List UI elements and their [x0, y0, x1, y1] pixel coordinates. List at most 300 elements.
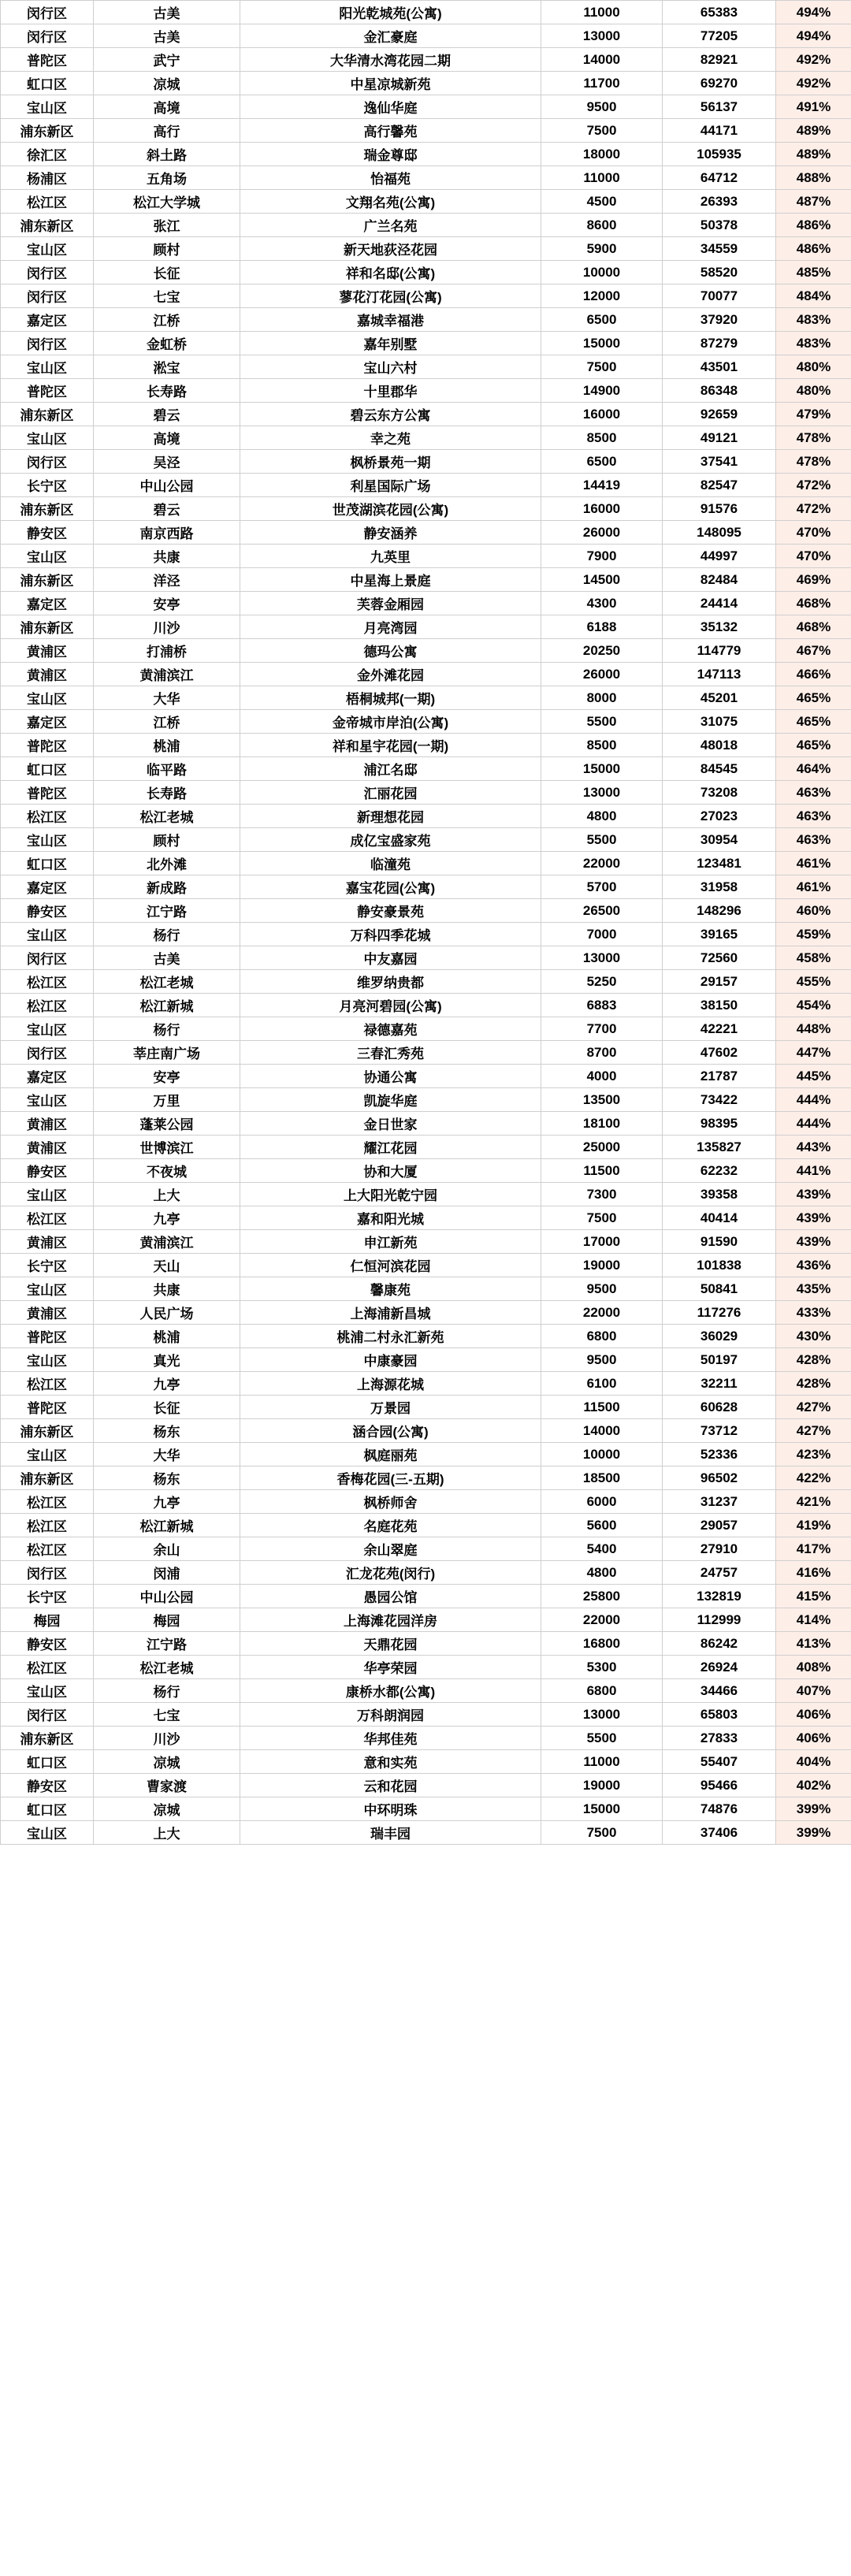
cell-area: 蓬莱公园	[94, 1112, 240, 1136]
cell-area: 张江	[94, 214, 240, 237]
cell-name: 祥和名邸(公寓)	[240, 261, 541, 284]
cell-price: 11500	[541, 1396, 663, 1419]
cell-total: 82547	[663, 474, 776, 497]
table-row	[1, 615, 851, 639]
cell-price: 8500	[541, 734, 663, 757]
cell-name: 名庭花苑	[240, 1514, 541, 1537]
cell-price: 5400	[541, 1537, 663, 1561]
cell-district: 松江区	[1, 1537, 94, 1561]
cell-area: 新成路	[94, 875, 240, 899]
cell-total: 147113	[663, 663, 776, 686]
cell-name: 桃浦二村永汇新苑	[240, 1325, 541, 1348]
table-row	[1, 1797, 851, 1821]
cell-area: 万里	[94, 1088, 240, 1112]
cell-name: 涵合园(公寓)	[240, 1419, 541, 1443]
table-row	[1, 1, 851, 24]
cell-name: 三春汇秀苑	[240, 1041, 541, 1065]
cell-price: 14419	[541, 474, 663, 497]
table-row	[1, 1490, 851, 1514]
cell-district: 宝山区	[1, 828, 94, 852]
cell-name: 怡福苑	[240, 166, 541, 190]
cell-pct: 461%	[776, 875, 851, 899]
cell-pct: 494%	[776, 1, 851, 24]
cell-area: 长寿路	[94, 781, 240, 805]
cell-name: 浦江名邸	[240, 757, 541, 781]
cell-total: 31958	[663, 875, 776, 899]
cell-total: 73422	[663, 1088, 776, 1112]
cell-total: 56137	[663, 95, 776, 119]
cell-pct: 472%	[776, 474, 851, 497]
cell-name: 月亮湾园	[240, 615, 541, 639]
table-row	[1, 1443, 851, 1466]
cell-price: 20250	[541, 639, 663, 663]
cell-area: 中山公园	[94, 1585, 240, 1608]
cell-total: 70077	[663, 284, 776, 308]
cell-price: 5700	[541, 875, 663, 899]
cell-district: 静安区	[1, 1632, 94, 1656]
cell-area: 长征	[94, 261, 240, 284]
cell-price: 6500	[541, 450, 663, 474]
table-row	[1, 1159, 851, 1183]
cell-name: 上海滩花园洋房	[240, 1608, 541, 1632]
cell-area: 古美	[94, 1, 240, 24]
cell-total: 50378	[663, 214, 776, 237]
cell-name: 申江新苑	[240, 1230, 541, 1254]
cell-district: 虹口区	[1, 1797, 94, 1821]
cell-area: 古美	[94, 946, 240, 970]
cell-total: 26393	[663, 190, 776, 214]
cell-area: 长征	[94, 1396, 240, 1419]
cell-pct: 487%	[776, 190, 851, 214]
cell-district: 普陀区	[1, 734, 94, 757]
cell-area: 川沙	[94, 615, 240, 639]
table-row	[1, 190, 851, 214]
cell-area: 九亭	[94, 1490, 240, 1514]
table-row	[1, 1112, 851, 1136]
cell-price: 8000	[541, 686, 663, 710]
cell-pct: 494%	[776, 24, 851, 48]
cell-name: 愚园公馆	[240, 1585, 541, 1608]
cell-total: 38150	[663, 994, 776, 1017]
cell-total: 35132	[663, 615, 776, 639]
table-row	[1, 781, 851, 805]
table-row	[1, 1419, 851, 1443]
cell-name: 禄德嘉苑	[240, 1017, 541, 1041]
cell-district: 浦东新区	[1, 403, 94, 426]
cell-price: 7500	[541, 355, 663, 379]
cell-name: 金外滩花园	[240, 663, 541, 686]
cell-district: 松江区	[1, 1514, 94, 1537]
table-row	[1, 1206, 851, 1230]
cell-area: 川沙	[94, 1727, 240, 1750]
cell-price: 12000	[541, 284, 663, 308]
cell-district: 普陀区	[1, 379, 94, 403]
cell-district: 虹口区	[1, 72, 94, 95]
cell-name: 华邦佳苑	[240, 1727, 541, 1750]
cell-pct: 479%	[776, 403, 851, 426]
cell-total: 24757	[663, 1561, 776, 1585]
cell-district: 嘉定区	[1, 875, 94, 899]
cell-name: 梧桐城邦(一期)	[240, 686, 541, 710]
cell-total: 31075	[663, 710, 776, 734]
cell-area: 杨东	[94, 1466, 240, 1490]
cell-area: 天山	[94, 1254, 240, 1277]
cell-district: 黄浦区	[1, 1230, 94, 1254]
table-row	[1, 639, 851, 663]
cell-district: 松江区	[1, 1490, 94, 1514]
cell-price: 15000	[541, 332, 663, 355]
table-row	[1, 970, 851, 994]
cell-pct: 492%	[776, 48, 851, 72]
table-row	[1, 1656, 851, 1679]
table-row	[1, 214, 851, 237]
cell-pct: 430%	[776, 1325, 851, 1348]
cell-price: 5500	[541, 1727, 663, 1750]
cell-price: 13000	[541, 781, 663, 805]
cell-price: 26000	[541, 521, 663, 545]
cell-pct: 413%	[776, 1632, 851, 1656]
cell-pct: 421%	[776, 1490, 851, 1514]
cell-price: 4000	[541, 1065, 663, 1088]
cell-pct: 443%	[776, 1136, 851, 1159]
cell-district: 虹口区	[1, 757, 94, 781]
cell-total: 148095	[663, 521, 776, 545]
cell-pct: 417%	[776, 1537, 851, 1561]
cell-name: 瑞金尊邸	[240, 143, 541, 166]
cell-pct: 458%	[776, 946, 851, 970]
cell-price: 13000	[541, 1703, 663, 1727]
cell-area: 世博滨江	[94, 1136, 240, 1159]
table-row	[1, 757, 851, 781]
table-row	[1, 1183, 851, 1206]
cell-name: 蓼花汀花园(公寓)	[240, 284, 541, 308]
cell-district: 闵行区	[1, 1041, 94, 1065]
cell-name: 汇丽花园	[240, 781, 541, 805]
table-row	[1, 734, 851, 757]
cell-name: 临潼苑	[240, 852, 541, 875]
cell-name: 世茂湖滨花园(公寓)	[240, 497, 541, 521]
cell-total: 114779	[663, 639, 776, 663]
cell-price: 7000	[541, 923, 663, 946]
cell-name: 维罗纳贵都	[240, 970, 541, 994]
cell-name: 宝山六村	[240, 355, 541, 379]
cell-district: 松江区	[1, 1372, 94, 1396]
cell-total: 24414	[663, 592, 776, 615]
cell-name: 香梅花园(三-五期)	[240, 1466, 541, 1490]
table-row	[1, 48, 851, 72]
cell-district: 宝山区	[1, 95, 94, 119]
cell-district: 虹口区	[1, 852, 94, 875]
cell-total: 31237	[663, 1490, 776, 1514]
cell-total: 86348	[663, 379, 776, 403]
cell-total: 65383	[663, 1, 776, 24]
cell-total: 91590	[663, 1230, 776, 1254]
cell-total: 74876	[663, 1797, 776, 1821]
cell-total: 44997	[663, 545, 776, 568]
cell-district: 松江区	[1, 1656, 94, 1679]
cell-district: 宝山区	[1, 426, 94, 450]
cell-area: 金虹桥	[94, 332, 240, 355]
cell-district: 闵行区	[1, 261, 94, 284]
cell-area: 七宝	[94, 284, 240, 308]
cell-total: 117276	[663, 1301, 776, 1325]
cell-total: 132819	[663, 1585, 776, 1608]
cell-total: 65803	[663, 1703, 776, 1727]
cell-pct: 485%	[776, 261, 851, 284]
cell-name: 嘉年别墅	[240, 332, 541, 355]
cell-total: 101838	[663, 1254, 776, 1277]
table-row	[1, 379, 851, 403]
cell-name: 仁恒河滨花园	[240, 1254, 541, 1277]
cell-pct: 465%	[776, 734, 851, 757]
cell-district: 闵行区	[1, 1703, 94, 1727]
cell-area: 武宁	[94, 48, 240, 72]
cell-pct: 478%	[776, 426, 851, 450]
cell-name: 月亮河碧园(公寓)	[240, 994, 541, 1017]
cell-name: 嘉城幸福港	[240, 308, 541, 332]
cell-area: 真光	[94, 1348, 240, 1372]
table-row	[1, 95, 851, 119]
cell-area: 不夜城	[94, 1159, 240, 1183]
cell-pct: 435%	[776, 1277, 851, 1301]
cell-pct: 439%	[776, 1206, 851, 1230]
cell-area: 上大	[94, 1183, 240, 1206]
cell-pct: 448%	[776, 1017, 851, 1041]
cell-price: 7500	[541, 119, 663, 143]
cell-name: 成亿宝盛家苑	[240, 828, 541, 852]
cell-district: 静安区	[1, 899, 94, 923]
cell-district: 黄浦区	[1, 1301, 94, 1325]
cell-pct: 447%	[776, 1041, 851, 1065]
cell-district: 松江区	[1, 190, 94, 214]
cell-total: 60628	[663, 1396, 776, 1419]
table-row	[1, 923, 851, 946]
cell-district: 浦东新区	[1, 119, 94, 143]
cell-price: 13000	[541, 946, 663, 970]
cell-total: 37920	[663, 308, 776, 332]
cell-total: 82484	[663, 568, 776, 592]
cell-name: 万科朗润园	[240, 1703, 541, 1727]
cell-price: 18100	[541, 1112, 663, 1136]
cell-name: 耀江花园	[240, 1136, 541, 1159]
table-row	[1, 1750, 851, 1774]
table-row	[1, 1041, 851, 1065]
cell-district: 普陀区	[1, 1396, 94, 1419]
cell-total: 34466	[663, 1679, 776, 1703]
cell-pct: 419%	[776, 1514, 851, 1537]
table-row	[1, 332, 851, 355]
cell-price: 8700	[541, 1041, 663, 1065]
table-row	[1, 852, 851, 875]
cell-total: 135827	[663, 1136, 776, 1159]
cell-district: 静安区	[1, 1159, 94, 1183]
cell-total: 86242	[663, 1632, 776, 1656]
table-row	[1, 143, 851, 166]
cell-district: 浦东新区	[1, 1727, 94, 1750]
cell-district: 普陀区	[1, 1325, 94, 1348]
cell-area: 凉城	[94, 1750, 240, 1774]
cell-pct: 480%	[776, 355, 851, 379]
cell-district: 松江区	[1, 805, 94, 828]
cell-area: 杨东	[94, 1419, 240, 1443]
cell-district: 闵行区	[1, 1, 94, 24]
cell-pct: 478%	[776, 450, 851, 474]
cell-district: 浦东新区	[1, 568, 94, 592]
cell-pct: 461%	[776, 852, 851, 875]
cell-pct: 416%	[776, 1561, 851, 1585]
cell-area: 中山公园	[94, 474, 240, 497]
table-row	[1, 355, 851, 379]
table-row	[1, 994, 851, 1017]
cell-pct: 427%	[776, 1396, 851, 1419]
cell-name: 枫庭丽苑	[240, 1443, 541, 1466]
cell-name: 利星国际广场	[240, 474, 541, 497]
cell-total: 39165	[663, 923, 776, 946]
cell-name: 金帝城市岸泊(公寓)	[240, 710, 541, 734]
cell-district: 黄浦区	[1, 663, 94, 686]
cell-area: 余山	[94, 1537, 240, 1561]
cell-total: 112999	[663, 1608, 776, 1632]
cell-name: 嘉宝花园(公寓)	[240, 875, 541, 899]
cell-district: 宝山区	[1, 545, 94, 568]
cell-pct: 399%	[776, 1821, 851, 1845]
cell-name: 云和花园	[240, 1774, 541, 1797]
table-row	[1, 237, 851, 261]
table-row	[1, 1561, 851, 1585]
cell-district: 闵行区	[1, 946, 94, 970]
cell-area: 桃浦	[94, 1325, 240, 1348]
cell-area: 杨行	[94, 1017, 240, 1041]
cell-district: 宝山区	[1, 923, 94, 946]
cell-area: 碧云	[94, 497, 240, 521]
table-row	[1, 545, 851, 568]
cell-district: 徐汇区	[1, 143, 94, 166]
cell-price: 8500	[541, 426, 663, 450]
cell-pct: 468%	[776, 592, 851, 615]
cell-district: 静安区	[1, 1774, 94, 1797]
table-row	[1, 1254, 851, 1277]
cell-pct: 414%	[776, 1608, 851, 1632]
table-row	[1, 1727, 851, 1750]
cell-area: 南京西路	[94, 521, 240, 545]
cell-price: 10000	[541, 261, 663, 284]
table-row	[1, 166, 851, 190]
cell-pct: 486%	[776, 237, 851, 261]
cell-price: 19000	[541, 1254, 663, 1277]
cell-pct: 454%	[776, 994, 851, 1017]
cell-district: 黄浦区	[1, 639, 94, 663]
cell-pct: 484%	[776, 284, 851, 308]
cell-area: 江宁路	[94, 1632, 240, 1656]
cell-price: 26000	[541, 663, 663, 686]
cell-area: 松江老城	[94, 970, 240, 994]
cell-district: 松江区	[1, 970, 94, 994]
cell-district: 宝山区	[1, 1443, 94, 1466]
table-row	[1, 1372, 851, 1396]
cell-total: 77205	[663, 24, 776, 48]
table-row	[1, 450, 851, 474]
cell-district: 松江区	[1, 1206, 94, 1230]
cell-district: 浦东新区	[1, 1419, 94, 1443]
cell-name: 芙蓉金厢园	[240, 592, 541, 615]
cell-name: 嘉和阳光城	[240, 1206, 541, 1230]
cell-price: 17000	[541, 1230, 663, 1254]
cell-name: 金汇豪庭	[240, 24, 541, 48]
cell-area: 顾村	[94, 237, 240, 261]
cell-pct: 491%	[776, 95, 851, 119]
cell-area: 洋泾	[94, 568, 240, 592]
cell-total: 64712	[663, 166, 776, 190]
table-row	[1, 474, 851, 497]
cell-pct: 467%	[776, 639, 851, 663]
cell-area: 碧云	[94, 403, 240, 426]
cell-name: 广兰名苑	[240, 214, 541, 237]
cell-pct: 470%	[776, 545, 851, 568]
cell-price: 13000	[541, 24, 663, 48]
cell-pct: 404%	[776, 1750, 851, 1774]
table-row	[1, 1301, 851, 1325]
cell-price: 7500	[541, 1206, 663, 1230]
cell-district: 宝山区	[1, 355, 94, 379]
cell-area: 九亭	[94, 1372, 240, 1396]
cell-pct: 415%	[776, 1585, 851, 1608]
cell-pct: 465%	[776, 710, 851, 734]
cell-price: 7700	[541, 1017, 663, 1041]
cell-total: 27833	[663, 1727, 776, 1750]
table-row	[1, 1466, 851, 1490]
table-row	[1, 828, 851, 852]
cell-pct: 489%	[776, 119, 851, 143]
cell-name: 文翔名苑(公寓)	[240, 190, 541, 214]
cell-district: 宝山区	[1, 1088, 94, 1112]
cell-pct: 463%	[776, 781, 851, 805]
cell-district: 黄浦区	[1, 1112, 94, 1136]
cell-price: 14900	[541, 379, 663, 403]
cell-name: 意和实苑	[240, 1750, 541, 1774]
cell-area: 共康	[94, 1277, 240, 1301]
cell-name: 碧云东方公寓	[240, 403, 541, 426]
cell-district: 黄浦区	[1, 1136, 94, 1159]
table-row	[1, 1136, 851, 1159]
cell-total: 105935	[663, 143, 776, 166]
cell-price: 9500	[541, 1277, 663, 1301]
cell-total: 148296	[663, 899, 776, 923]
cell-district: 宝山区	[1, 1821, 94, 1845]
cell-total: 32211	[663, 1372, 776, 1396]
cell-price: 4500	[541, 190, 663, 214]
cell-total: 50841	[663, 1277, 776, 1301]
cell-name: 上海浦新昌城	[240, 1301, 541, 1325]
cell-pct: 483%	[776, 308, 851, 332]
cell-area: 长寿路	[94, 379, 240, 403]
cell-total: 42221	[663, 1017, 776, 1041]
cell-total: 55407	[663, 1750, 776, 1774]
cell-area: 高境	[94, 426, 240, 450]
cell-total: 72560	[663, 946, 776, 970]
cell-area: 松江老城	[94, 805, 240, 828]
cell-price: 25000	[541, 1136, 663, 1159]
table-row	[1, 1017, 851, 1041]
cell-district: 松江区	[1, 994, 94, 1017]
cell-price: 11000	[541, 1, 663, 24]
cell-price: 9500	[541, 95, 663, 119]
cell-name: 万景园	[240, 1396, 541, 1419]
cell-price: 26500	[541, 899, 663, 923]
cell-area: 临平路	[94, 757, 240, 781]
cell-name: 枫桥景苑一期	[240, 450, 541, 474]
cell-pct: 441%	[776, 1159, 851, 1183]
cell-name: 凯旋华庭	[240, 1088, 541, 1112]
